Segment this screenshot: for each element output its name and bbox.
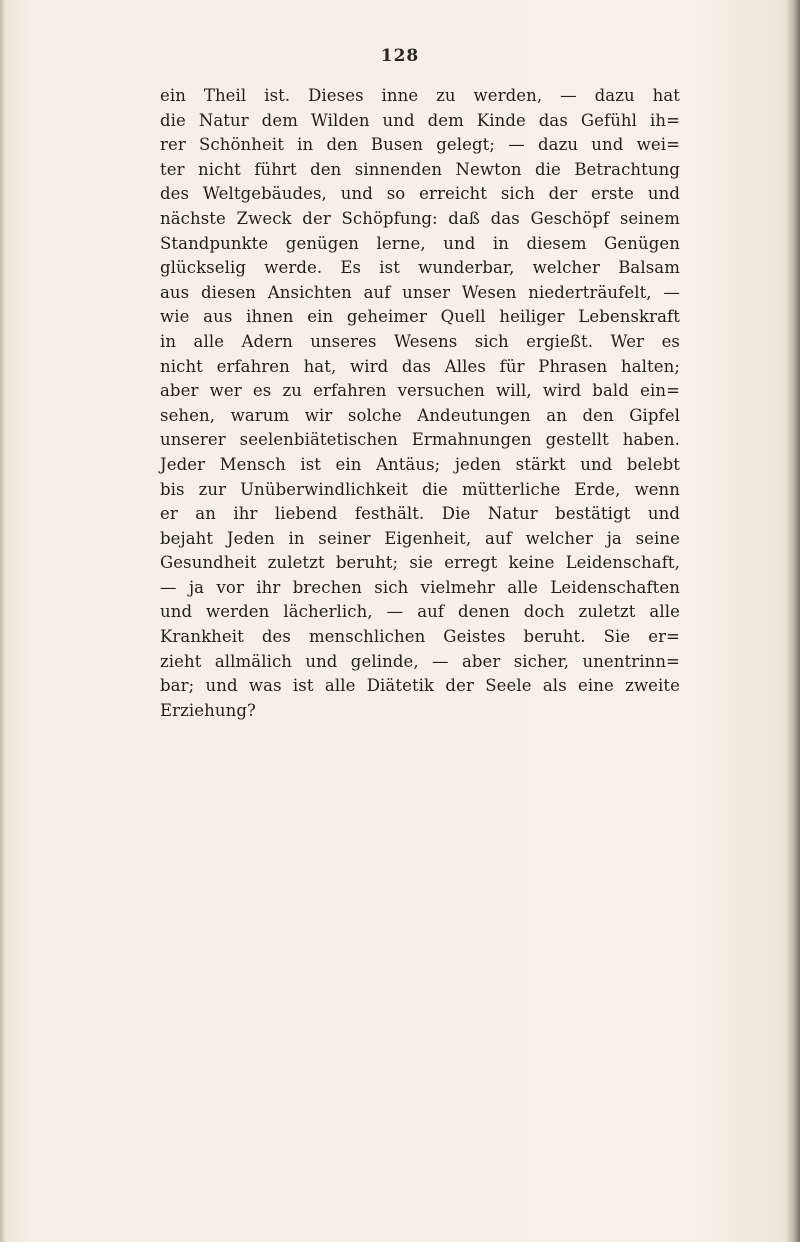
page-left-edge	[0, 0, 6, 1242]
text-line: rer Schönheit in den Busen gelegt; — dazu und wei=	[160, 135, 680, 155]
text-line: bis zur Unüberwindlichkeit die mütterliche Erde, wenn	[160, 479, 680, 499]
text-line: und werden lächerlich, — auf denen doch zuletzt alle	[160, 602, 680, 622]
text-line: wie aus ihnen ein geheimer Quell heiliger Lebenskraft	[160, 307, 680, 327]
text-line: ein Theil ist. Dieses inne zu werden, — dazu hat	[160, 86, 680, 105]
body-text	[160, 84, 680, 723]
text-line: Standpunkte genügen lerne, und in diesem Genügen	[160, 233, 680, 253]
text-line: nächste Zweck der Schöpfung: daß das Geschöpf seinem	[160, 208, 680, 228]
text-line: zieht allmälich und gelinde, — aber sicher, unentrinn=	[160, 651, 680, 671]
text-line: Krankheit des menschlichen Geistes beruht. Sie er=	[160, 627, 680, 647]
page-number: 128	[380, 46, 420, 66]
text-line: in alle Adern unseres Wesens sich ergießt. Wer es	[160, 331, 680, 351]
text-line: die Natur dem Wilden und dem Kinde das Gefühl ih=	[160, 110, 680, 130]
text-line: aber wer es zu erfahren versuchen will, wird bald ein=	[160, 381, 680, 401]
text-line-last: Erziehung?	[160, 700, 256, 720]
text-line: aus diesen Ansichten auf unser Wesen niederträufelt, —	[160, 282, 680, 302]
text-line: Gesundheit zuletzt beruht; sie erregt keine Leidenschaft,	[160, 553, 680, 573]
text-line: sehen, warum wir solche Andeutungen an den Gipfel	[160, 405, 680, 425]
text-line: bejaht Jeden in seiner Eigenheit, auf welcher ja seine	[160, 528, 680, 548]
page-spine-shadow	[786, 0, 800, 1242]
text-line: Jeder Mensch ist ein Antäus; jeden stärkt und belebt	[160, 454, 680, 474]
text-line: bar; und was ist alle Diätetik der Seele als eine zweite	[160, 676, 680, 696]
text-line: unserer seelenbiätetischen Ermahnungen gestellt haben.	[160, 430, 680, 450]
text-line: — ja vor ihr brechen sich vielmehr alle Leidenschaften	[160, 577, 680, 597]
text-line: er an ihr liebend festhält. Die Natur bestätigt und	[160, 504, 680, 524]
text-line: des Weltgebäudes, und so erreicht sich der erste und	[160, 184, 680, 204]
text-line: ter nicht führt den sinnenden Newton die Betrachtung	[160, 159, 680, 179]
text-line: nicht erfahren hat, wird das Alles für Phrasen halten;	[160, 356, 680, 376]
text-line: glückselig werde. Es ist wunderbar, welcher Balsam	[160, 258, 680, 278]
